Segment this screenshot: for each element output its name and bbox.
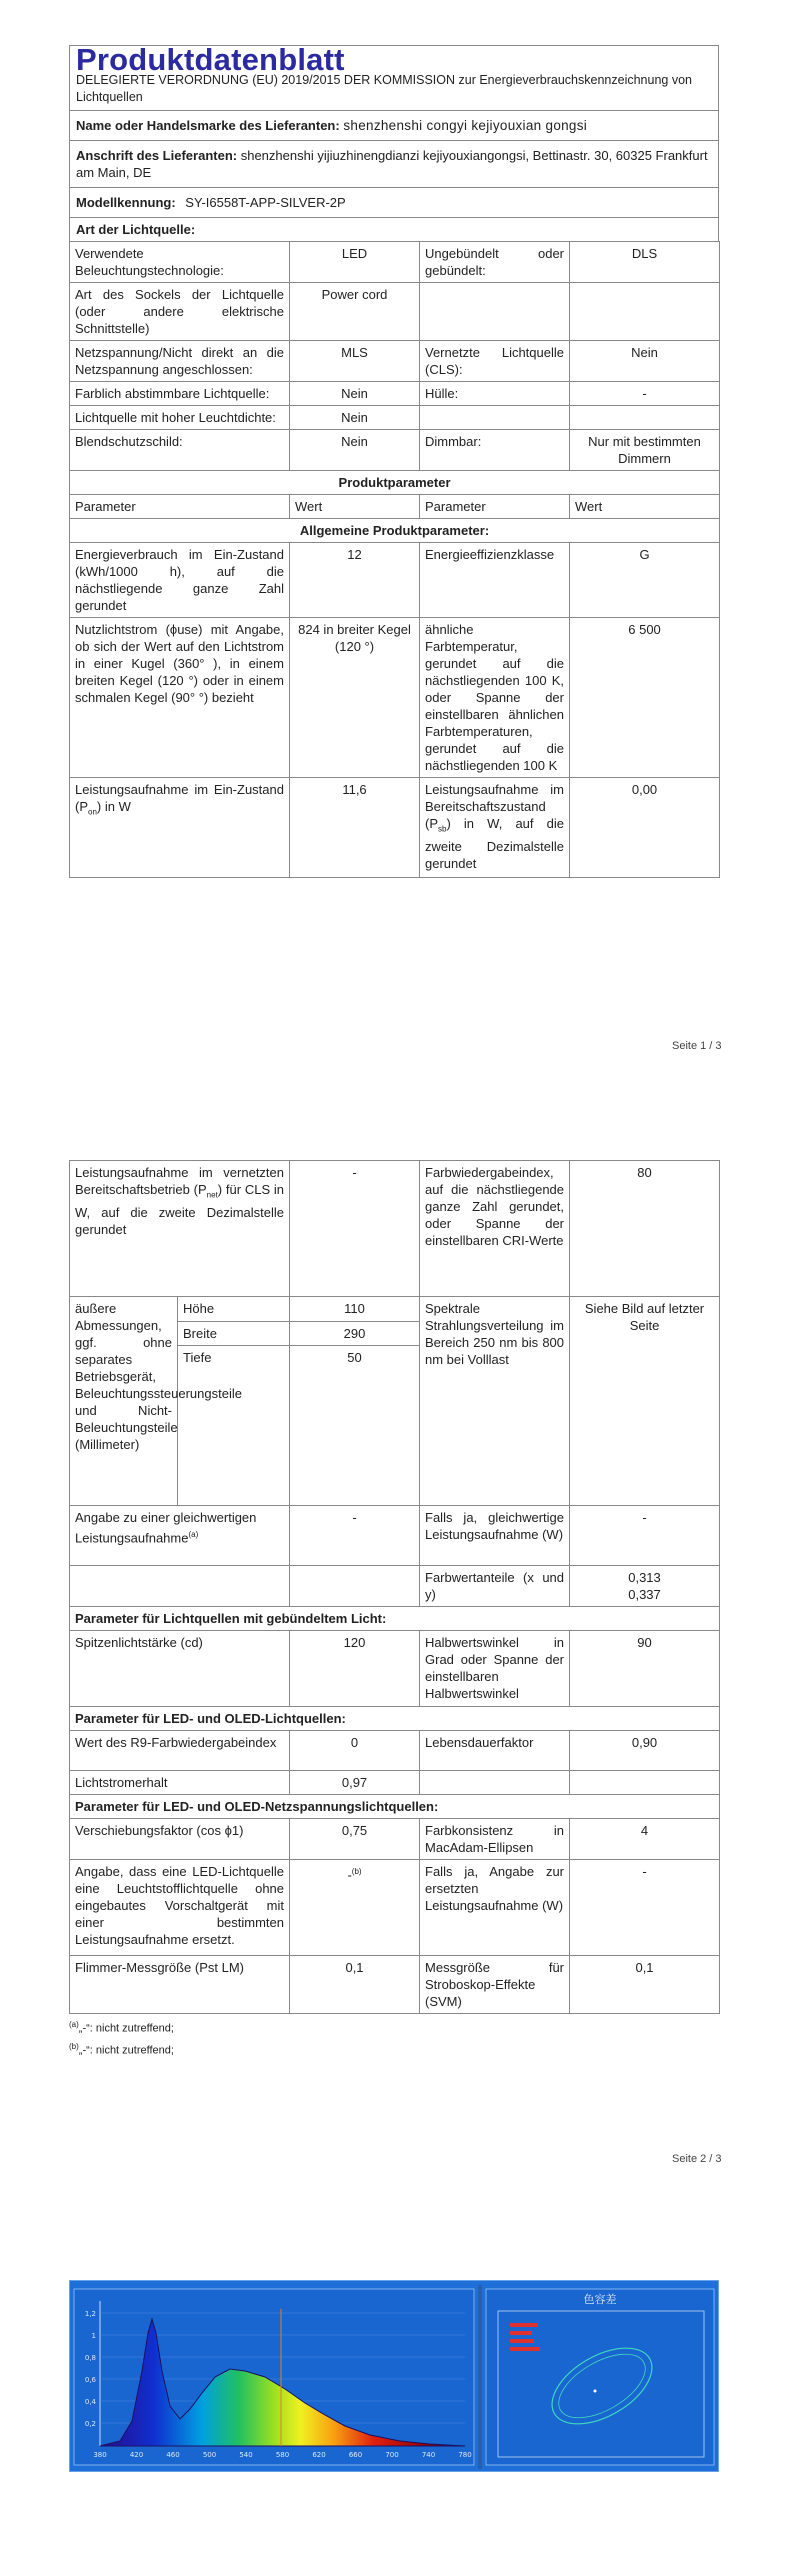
dim-width-value: 290 bbox=[290, 1321, 420, 1346]
x-tick-label: 420 bbox=[129, 2451, 144, 2459]
peak-label: Spitzenlichtstärke (cd) bbox=[70, 1631, 290, 1707]
legend-mark-4 bbox=[510, 2347, 540, 2351]
spectral-value: Siehe Bild auf letzter Seite bbox=[570, 1297, 720, 1506]
address-row bbox=[70, 141, 718, 188]
type-value: LED bbox=[290, 242, 420, 283]
type-value: Power cord bbox=[290, 283, 420, 341]
supplier-value: shenzhenshi congyi kejiyouxian gongsi bbox=[343, 118, 588, 133]
dims-label: äußere Abmessungen, ggf. ohne separates Betriebsgerät, Beleuchtungssteuerungsteile und Nicht-Beleuchtungsteile (Millimeter) bbox=[70, 1297, 178, 1506]
replace2-label: Falls ja, Angabe zur ersetzten Leistungsaufnahme (W) bbox=[420, 1860, 570, 1956]
general-row bbox=[70, 618, 720, 778]
y-tick-label: 0,6 bbox=[84, 2376, 96, 2384]
y-tick-label: 1 bbox=[91, 2332, 96, 2340]
net-power-label: Leistungsaufnahme im vernetzten Bereitschaftsbetrieb $(P_{net})$ für CLS in W, auf die zweite Dezimalstelle gerundet bbox=[70, 1161, 290, 1297]
macadam-label: Farbkonsistenz in MacAdam-Ellipsen bbox=[420, 1819, 570, 1860]
equiv-label: Angabe zu einer gleichwertigen Leistungsaufnahme$^{(a)}$ bbox=[70, 1506, 290, 1566]
x-tick-label: 500 bbox=[202, 2451, 217, 2459]
life-label: Lebensdauerfaktor bbox=[420, 1731, 570, 1771]
type-heading-row bbox=[70, 218, 718, 241]
type-label: Farblich abstimmbare Lichtquelle: bbox=[70, 382, 290, 406]
param-value: 824 in breiter Kegel (120 °) bbox=[290, 618, 420, 778]
type-row bbox=[70, 341, 720, 382]
footnote-b: $^{(b)}$„-“: nicht zutreffend; bbox=[69, 2041, 174, 2057]
led-heading: Parameter für LED- und OLED-Lichtquellen: bbox=[70, 1707, 720, 1731]
x-tick-label: 540 bbox=[239, 2451, 253, 2459]
type-row bbox=[70, 382, 720, 406]
type-label: Hülle: bbox=[420, 382, 570, 406]
type-value: DLS bbox=[570, 242, 720, 283]
equiv2-value: - bbox=[570, 1506, 720, 1566]
macadam-value: 4 bbox=[570, 1819, 720, 1860]
header-box bbox=[69, 42, 719, 242]
strobe-label: Messgröße für Stroboskop-Effekte (SVM) bbox=[420, 1956, 570, 2014]
equiv-value: - bbox=[290, 1506, 420, 1566]
general-heading: Allgemeine Produktparameter: bbox=[70, 519, 720, 543]
type-label: Lichtquelle mit hoher Leuchtdichte: bbox=[70, 406, 290, 430]
r9-label: Wert des R9-Farbwiedergabeindex bbox=[70, 1731, 290, 1771]
footnotes bbox=[69, 2016, 719, 2059]
x-tick-label: 380 bbox=[93, 2451, 107, 2459]
mains-heading: Parameter für LED- und OLED-Netzspannungslichtquellen: bbox=[70, 1795, 720, 1819]
page2-table bbox=[69, 1160, 720, 2014]
type-row bbox=[70, 242, 720, 283]
model-row bbox=[70, 188, 718, 218]
dim-depth-label: Tiefe bbox=[178, 1346, 290, 1506]
type-label: Blendschutzschild: bbox=[70, 430, 290, 471]
lumen-label: Lichtstromerhalt bbox=[70, 1771, 290, 1795]
type-label bbox=[420, 283, 570, 341]
y-tick-label: 1,2 bbox=[84, 2310, 96, 2318]
power-sb-label: Leistungsaufnahme im Bereitschaftszustand $(P_{sb})$ in W, auf die zweite Dezimalstelle gerundet bbox=[420, 778, 570, 878]
x-tick-label: 460 bbox=[166, 2451, 180, 2459]
x-tick-label: 580 bbox=[275, 2451, 290, 2459]
lumen-value: 0,97 bbox=[290, 1771, 420, 1795]
type-value: Nein bbox=[290, 430, 420, 471]
strobe-value: 0,1 bbox=[570, 1956, 720, 2014]
power-sb-value: 0,00 bbox=[570, 778, 720, 878]
dim-height-label: Höhe bbox=[178, 1297, 290, 1322]
spectrum-image bbox=[69, 2280, 719, 2472]
y-tick-label: 0,2 bbox=[84, 2420, 96, 2428]
page-1 bbox=[69, 42, 719, 878]
x-tick-label: 700 bbox=[385, 2451, 399, 2459]
params-heading: Produktparameter bbox=[70, 471, 720, 495]
x-tick-label: 780 bbox=[458, 2451, 472, 2459]
param-label: Energieeffizienzklasse bbox=[420, 543, 570, 618]
x-tick-label: 740 bbox=[421, 2451, 436, 2459]
type-label: Netzspannung/Nicht direkt an die Netzspannung angeschlossen: bbox=[70, 341, 290, 382]
spectrum-svg bbox=[70, 2281, 718, 2471]
beam-value: 90 bbox=[570, 1631, 720, 1707]
page-1-number: Seite 1 / 3 bbox=[672, 1040, 722, 1052]
type-row bbox=[70, 430, 720, 471]
regulation-text: DELEGIERTE VERORDNUNG (EU) 2019/2015 DER KOMMISSION zur Energieverbrauchskennzeichnung von Lichtquellen bbox=[76, 73, 692, 104]
type-label: Verwendete Beleuchtungstechnologie: bbox=[70, 242, 290, 283]
spectral-label: Spektrale Strahlungsverteilung im Bereich 250 nm bis 800 nm bei Volllast bbox=[420, 1297, 570, 1506]
col-value-1: Wert bbox=[290, 495, 420, 519]
dim-depth-value: 50 bbox=[290, 1346, 420, 1506]
flicker-value: 0,1 bbox=[290, 1956, 420, 2014]
type-table bbox=[69, 241, 720, 471]
col-value-2: Wert bbox=[570, 495, 720, 519]
type-value: Nein bbox=[570, 341, 720, 382]
power-on-value: 11,6 bbox=[290, 778, 420, 878]
param-value: G bbox=[570, 543, 720, 618]
replace-value: -$^{(b)}$ bbox=[290, 1860, 420, 1956]
cri-label: Farbwiedergabeindex, auf die nächstliegende ganze Zahl gerundet, oder Spanne der einstellbaren CRI-Werte bbox=[420, 1161, 570, 1297]
cos-label: Verschiebungsfaktor (cos ϕ1) bbox=[70, 1819, 290, 1860]
type-value: Nur mit bestimmten Dimmern bbox=[570, 430, 720, 471]
x-tick-label: 620 bbox=[312, 2451, 326, 2459]
panel-divider bbox=[478, 2285, 482, 2469]
cos-value: 0,75 bbox=[290, 1819, 420, 1860]
model-label: Modellkennung: bbox=[76, 195, 176, 210]
chroma-label: Farbwertanteile (x und y) bbox=[420, 1566, 570, 1607]
chroma-panel bbox=[486, 2289, 714, 2465]
legend-mark-1 bbox=[510, 2323, 538, 2327]
equiv2-label: Falls ja, gleichwertige Leistungsaufnahme (W) bbox=[420, 1506, 570, 1566]
page-title: Produktdatenblatt bbox=[76, 42, 345, 77]
type-value: - bbox=[570, 382, 720, 406]
param-value: 12 bbox=[290, 543, 420, 618]
y-tick-label: 0,8 bbox=[84, 2354, 96, 2362]
supplier-label: Name oder Handelsmarke des Lieferanten: bbox=[76, 118, 340, 133]
x-tick-label: 660 bbox=[348, 2451, 363, 2459]
type-label bbox=[420, 406, 570, 430]
legend-mark-2 bbox=[510, 2331, 532, 2335]
address-value: shenzhenshi yijiuzhinengdianzi kejiyouxiangongsi, Bettinastr. 30, 60325 Frankfurt am Main, DE bbox=[76, 148, 708, 180]
page-2 bbox=[69, 1160, 719, 2059]
param-value: 6 500 bbox=[570, 618, 720, 778]
type-value: Nein bbox=[290, 382, 420, 406]
replace2-value: - bbox=[570, 1860, 720, 1956]
type-label: Vernetzte Lichtquelle (CLS): bbox=[420, 341, 570, 382]
peak-value: 120 bbox=[290, 1631, 420, 1707]
r9-value: 0 bbox=[290, 1731, 420, 1771]
dim-height-value: 110 bbox=[290, 1297, 420, 1322]
page-2-number: Seite 2 / 3 bbox=[672, 2153, 722, 2165]
type-label: Ungebündelt oder gebündelt: bbox=[420, 242, 570, 283]
model-value: SY-I6558T-APP-SILVER-2P bbox=[185, 195, 346, 210]
legend-mark-3 bbox=[510, 2339, 534, 2343]
chroma-point bbox=[594, 2390, 597, 2393]
footnote-a: $^{(a)}$„-“: nicht zutreffend; bbox=[69, 2020, 174, 2035]
type-value bbox=[570, 406, 720, 430]
type-heading: Art der Lichtquelle: bbox=[76, 222, 196, 237]
supplier-row bbox=[70, 111, 718, 141]
type-value: Nein bbox=[290, 406, 420, 430]
params-table bbox=[69, 470, 720, 878]
life-value: 0,90 bbox=[570, 1731, 720, 1771]
type-row bbox=[70, 283, 720, 341]
cri-value: 80 bbox=[570, 1161, 720, 1297]
type-label: Art des Sockels der Lichtquelle (oder andere elektrische Schnittstelle) bbox=[70, 283, 290, 341]
net-power-value: - bbox=[290, 1161, 420, 1297]
general-row bbox=[70, 543, 720, 618]
type-row bbox=[70, 406, 720, 430]
type-value bbox=[570, 283, 720, 341]
flicker-label: Flimmer-Messgröße (Pst LM) bbox=[70, 1956, 290, 2014]
replace-label: Angabe, dass eine LED-Lichtquelle eine Leuchtstofflichtquelle ohne eingebautes Vorschaltgerät mit einer bestimmten Leistungsaufnahme ersetzt. bbox=[70, 1860, 290, 1956]
power-on-label: Leistungsaufnahme im Ein-Zustand $(P_{on})$ in W bbox=[70, 778, 290, 878]
param-label: Nutzlichtstrom (ϕuse) mit Angabe, ob sich der Wert auf den Lichtstrom in einer Kugel (360° ), in einem breiten Kegel (120 °) oder in einem schmalen Kegel (90° °) bezieht bbox=[70, 618, 290, 778]
title-row bbox=[70, 42, 718, 111]
chroma-title: 色容差 bbox=[583, 2293, 617, 2306]
address-label: Anschrift des Lieferanten: bbox=[76, 148, 238, 163]
param-label: Energieverbrauch im Ein-Zustand (kWh/1000 h), auf die nächstliegende ganze Zahl gerundet bbox=[70, 543, 290, 618]
col-param-2: Parameter bbox=[420, 495, 570, 519]
type-label: Dimmbar: bbox=[420, 430, 570, 471]
type-value: MLS bbox=[290, 341, 420, 382]
dls-heading: Parameter für Lichtquellen mit gebündeltem Licht: bbox=[70, 1607, 720, 1631]
dim-width-label: Breite bbox=[178, 1321, 290, 1346]
param-label: ähnliche Farbtemperatur, gerundet auf die nächstliegenden 100 K, oder Spanne der einstellbaren ähnlichen Farbtemperaturen, gerundet auf die nächstliegenden 100 K bbox=[420, 618, 570, 778]
col-param-1: Parameter bbox=[70, 495, 290, 519]
y-tick-label: 0,4 bbox=[84, 2398, 96, 2406]
chroma-value: 0,313 0,337 bbox=[570, 1566, 720, 1607]
beam-label: Halbwertswinkel in Grad oder Spanne der einstellbaren Halbwertswinkel bbox=[420, 1631, 570, 1707]
